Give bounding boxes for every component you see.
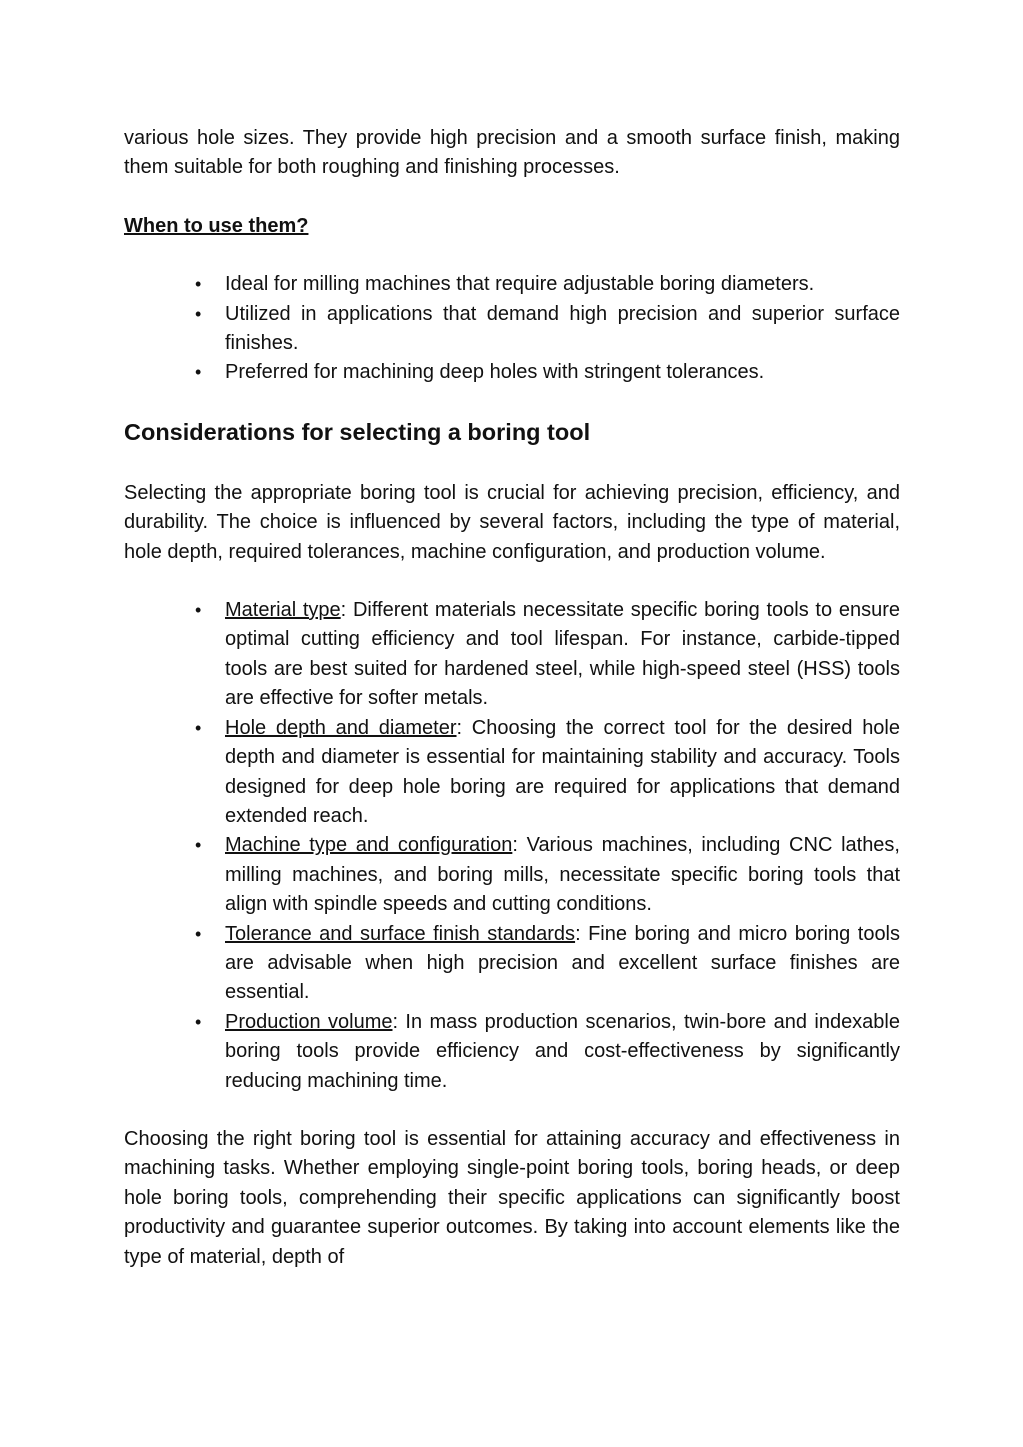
document-page: [124, 124, 900, 1272]
term-description: : In mass production scenarios, twin-bore and indexable boring tools provide efficiency and cost-effectiveness by significantly reducing machining time.: [225, 1010, 900, 1092]
list-item: • Preferred for machining deep holes with stringent tolerances.: [225, 358, 900, 387]
considerations-list: [124, 596, 900, 1096]
term-label: Tolerance and surface finish standards: [225, 922, 576, 945]
when-to-use-heading: When to use them?: [124, 214, 309, 237]
list-item: • Utilized in applications that demand high precision and superior surface finishes.: [225, 300, 900, 359]
term-description: : Fine boring and micro boring tools are advisable when high precision and excellent surface finishes are essential.: [225, 922, 901, 1004]
term-label: Material type: [225, 599, 341, 622]
term-label: Machine type and configuration: [225, 834, 513, 857]
considerations-heading: Considerations for selecting a boring tool: [124, 418, 591, 445]
term-description: : Various machines, including CNC lathes, milling machines, and boring mills, necessitate specific boring tools that align with spindle speeds and cutting conditions.: [225, 834, 900, 916]
when-to-use-list: [124, 270, 900, 388]
list-item-production-volume: [225, 1008, 900, 1096]
list-item-hole-depth: [225, 714, 900, 832]
list-item: • Ideal for milling machines that require adjustable boring diameters.: [225, 270, 900, 299]
intro-paragraph: various hole sizes. They provide high precision and a smooth surface finish, making them suitable for both roughing and finishing processes.: [124, 127, 900, 179]
term-description: : Different materials necessitate specific boring tools to ensure optimal cutting efficiency and tool lifespan. For instance, carbide-tipped tools are best suited for hardened steel, while high-speed steel (HSS) tools are effective for softer metals.: [225, 599, 900, 710]
considerations-intro-paragraph: Selecting the appropriate boring tool is crucial for achieving precision, efficiency, and durability. The choice is influenced by several factors, including the type of material, hole depth, required tolerances, machine configuration, and production volume.: [124, 481, 900, 563]
list-item-material-type: [225, 596, 900, 714]
term-description: : Choosing the correct tool for the desired hole depth and diameter is essential for maintaining stability and accuracy. Tools designed for deep hole boring are required for applications that demand extended reach.: [225, 716, 900, 827]
term-label: Hole depth and diameter: [225, 716, 457, 739]
list-item-tolerance: [225, 920, 900, 1008]
conclusion-paragraph: Choosing the right boring tool is essential for attaining accuracy and effectiveness in machining tasks. Whether employing single-point boring tools, boring heads, or deep hole boring tools, comprehending their specific applications can significantly boost productivity and guarantee superior outcomes. By taking into account elements like the type of material, depth of: [124, 1127, 900, 1268]
term-label: Production volume: [225, 1010, 393, 1033]
list-item-machine-type: [225, 831, 900, 919]
